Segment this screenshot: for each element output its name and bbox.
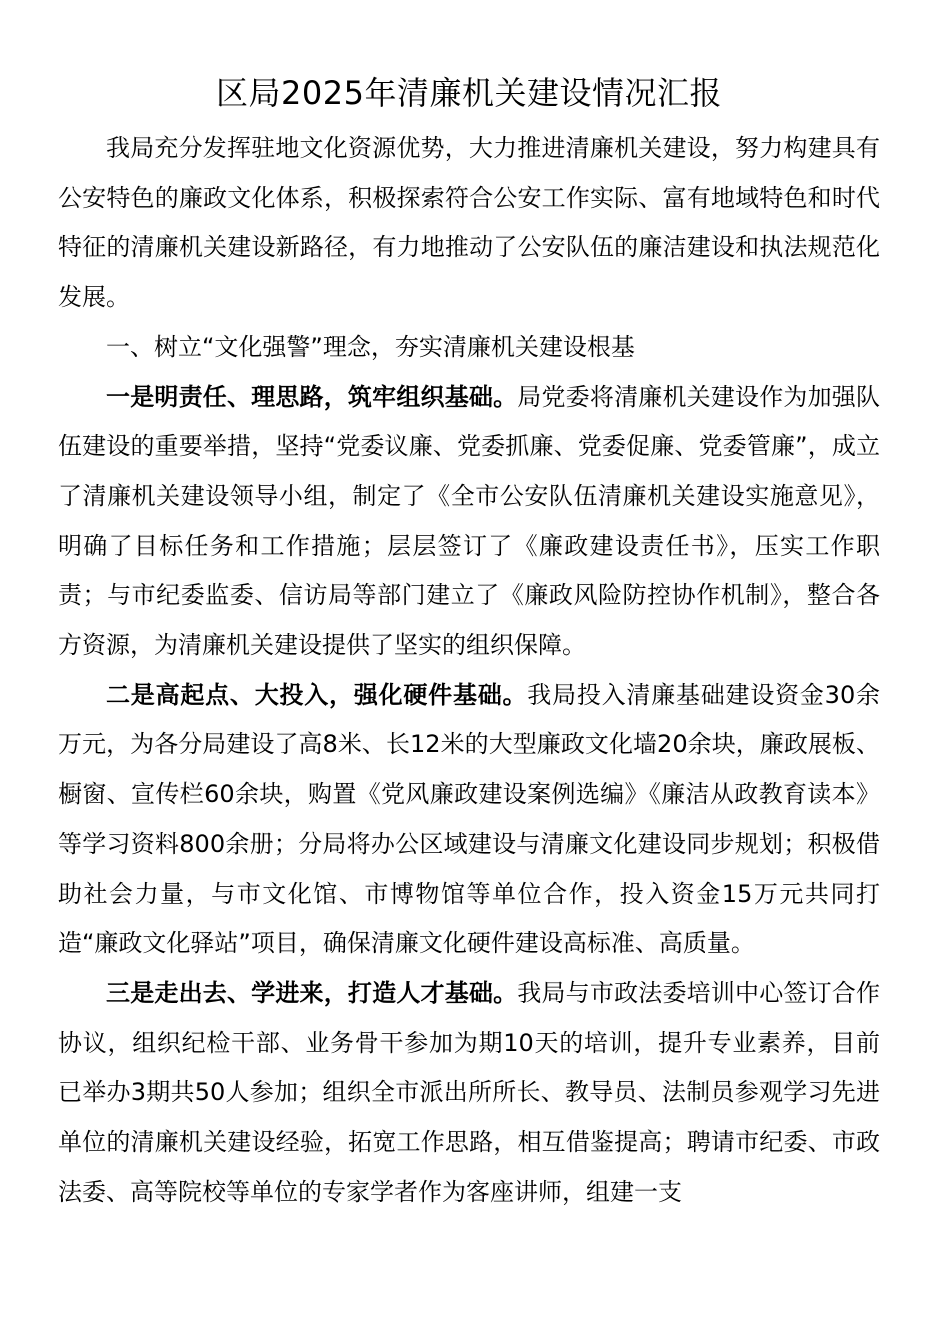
paragraph-1-lead: 一是明责任、理思路，筑牢组织基础。 [106, 382, 518, 411]
paragraph-3-body: 我局与市政法委培训中心签订合作协议，组织纪检干部、业务骨干参加为期10天的培训，提升专业素养，目前已举办3期共50人参加；组织全市派出所所长、教导员、法制员参观学习先进单位的清廉机关建设经验，拓宽工作思路，相互借鉴提高；聘请市纪委、市政法委、高等院校等单位的专家学者作为客座讲师，组建一支 [58, 978, 881, 1206]
paragraph-3-lead: 三是走出去、学进来，打造人才基础。 [106, 978, 518, 1007]
paragraph-2-body: 我局投入清廉基础建设资金30余万元，为各分局建设了高8米、长12米的大型廉政文化墙20余块，廉政展板、橱窗、宣传栏60余块，购置《党风廉政建设案例选编》《廉洁从政教育读本》等学习资料800余册；分局将办公区域建设与清廉文化建设同步规划；积极借助社会力量，与市文化馆、市博物馆等单位合作，投入资金15万元共同打造“廉政文化驿站”项目，确保清廉文化硬件建设高标准、高质量。 [58, 680, 880, 958]
paragraph-2-lead: 二是高起点、大投入，强化硬件基础。 [106, 680, 528, 709]
paragraph-3 [58, 969, 880, 1218]
paragraph-2 [58, 671, 880, 969]
intro-paragraph: 我局充分发挥驻地文化资源优势，大力推进清廉机关建设，努力构建具有公安特色的廉政文化体系，积极探索符合公安工作实际、富有地域特色和时代特征的清廉机关建设新路径，有力地推动了公安队伍的廉洁建设和执法规范化发展。 [58, 134, 880, 312]
paragraph-1-body: 局党委将清廉机关建设作为加强队伍建设的重要举措，坚持“党委议廉、党委抓廉、党委促廉、党委管廉”，成立了清廉机关建设领导小组，制定了《全市公安队伍清廉机关建设实施意见》，明确了目标任务和工作措施；层层签订了《廉政建设责任书》，压实工作职责；与市纪委监委、信访局等部门建立了《廉政风险防控协作机制》，整合各方资源，为清廉机关建设提供了坚实的组织保障。 [58, 382, 881, 660]
section-heading: 一、树立“文化强警”理念，夯实清廉机关建设根基 [106, 332, 635, 361]
paragraph-1 [58, 373, 880, 671]
document-title: 区局2025年清廉机关建设情况汇报 [216, 74, 722, 112]
